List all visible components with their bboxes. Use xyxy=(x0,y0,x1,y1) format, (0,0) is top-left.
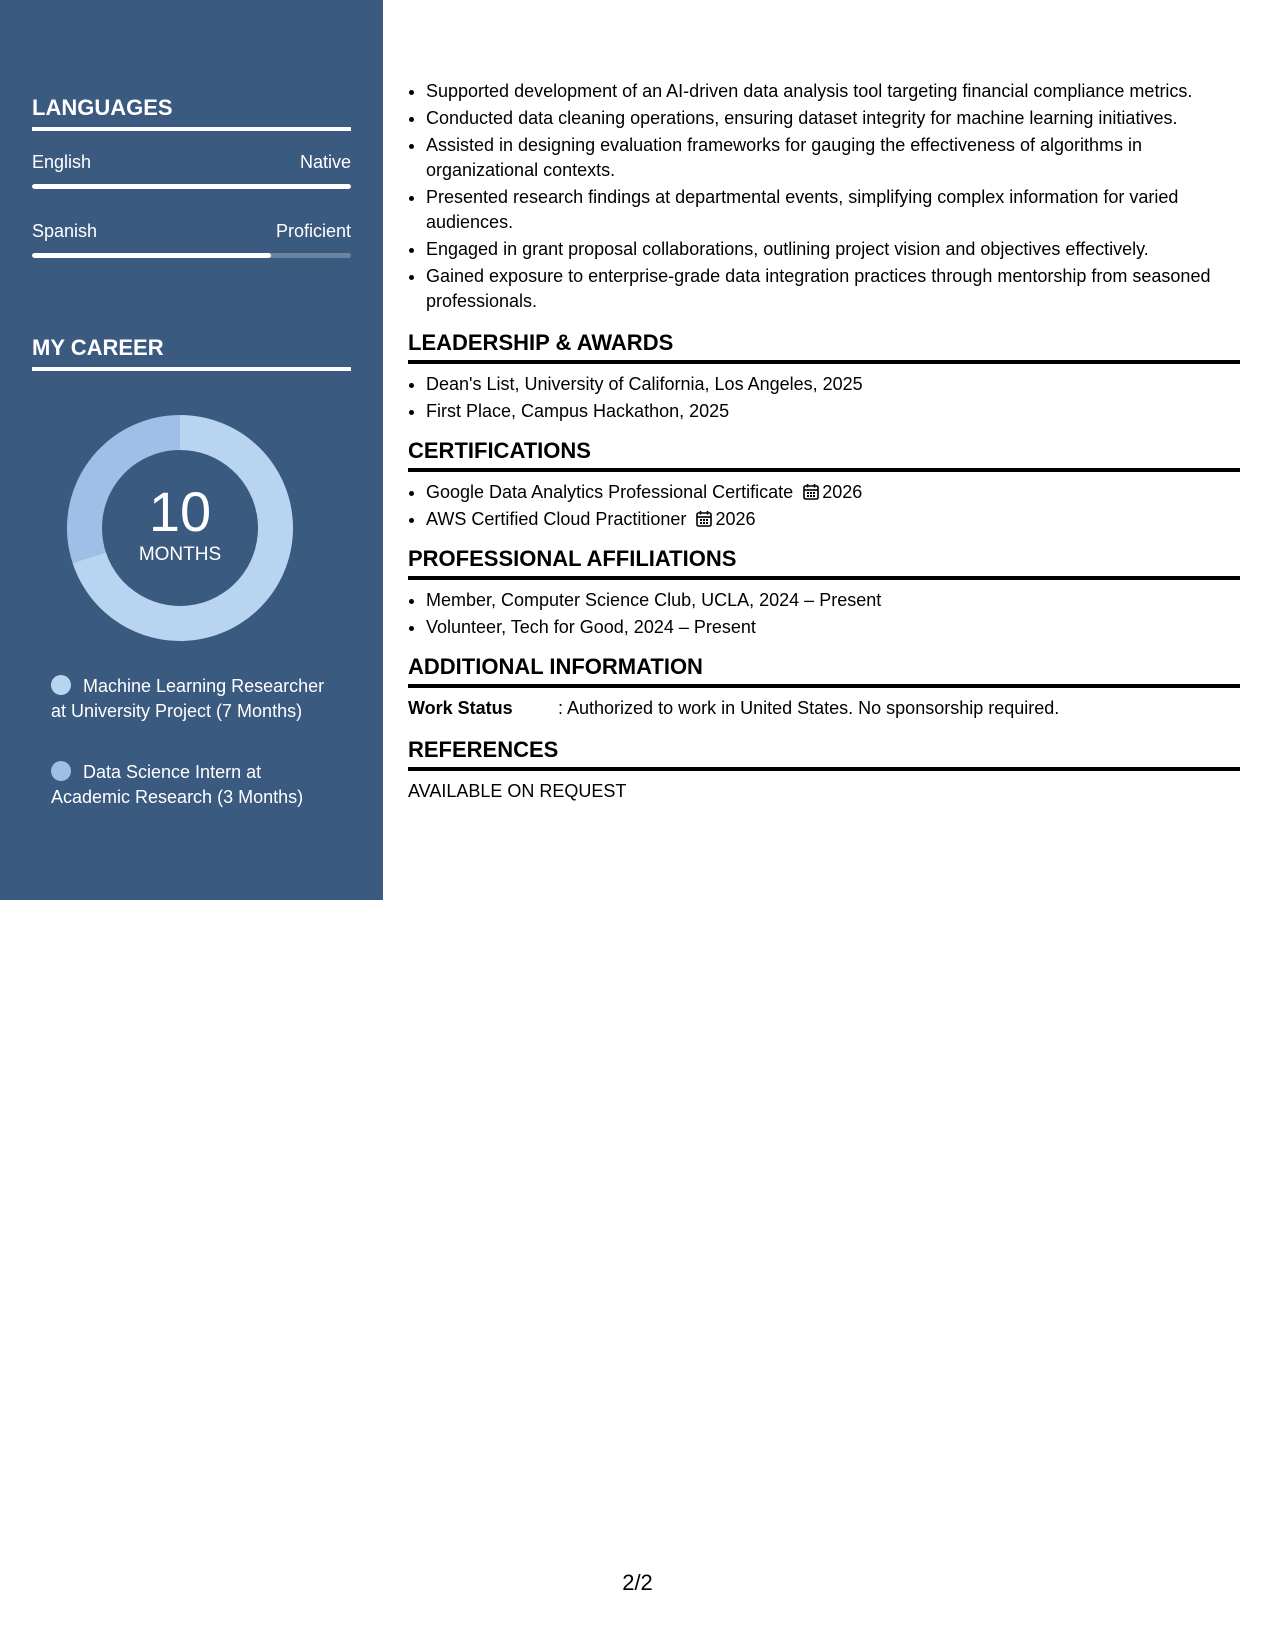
legend-dot-icon xyxy=(51,675,71,695)
language-bar-english xyxy=(32,184,351,189)
list-item: • Dean's List, University of California, Los Angeles, 2025 xyxy=(426,372,1240,397)
references-text: AVAILABLE ON REQUEST xyxy=(408,781,627,801)
career-item-label: Data Science Intern at Academic Research (3 Months) xyxy=(51,762,304,807)
list-item: • Supported development of an AI-driven data analysis tool targeting financial compliance metrics. xyxy=(426,79,1240,104)
language-name: Spanish xyxy=(32,221,98,241)
donut-center xyxy=(67,415,293,641)
list-item: • Conducted data cleaning operations, ensuring dataset integrity for machine learning initiatives. xyxy=(426,106,1240,131)
work-status-row xyxy=(408,696,1240,721)
calendar-icon xyxy=(696,510,712,527)
language-level: Proficient xyxy=(275,221,351,241)
main-content xyxy=(408,0,1240,804)
page-number: 2/2 xyxy=(622,1570,653,1595)
leadership-list xyxy=(408,372,1240,424)
certification-year: 2026 xyxy=(715,509,756,529)
list-item: • Gained exposure to enterprise-grade data integration practices through mentorship from seasoned professionals. xyxy=(426,264,1240,314)
career-total-number: 10 xyxy=(148,480,212,543)
career-donut xyxy=(67,415,293,641)
list-item xyxy=(426,480,1240,505)
language-name: English xyxy=(32,152,92,172)
certification-year: 2026 xyxy=(822,482,863,502)
leadership-title: LEADERSHIP & AWARDS xyxy=(408,330,1240,364)
languages-heading: LANGUAGES xyxy=(32,95,351,131)
language-bar-fill xyxy=(32,253,271,258)
language-row-english xyxy=(32,152,351,173)
language-level: Native xyxy=(299,152,351,172)
work-status-label: Work Status xyxy=(408,698,513,718)
language-bar-fill xyxy=(32,184,351,189)
language-bar-spanish xyxy=(32,253,351,258)
certifications-list xyxy=(408,480,1240,532)
career-legend-item xyxy=(51,674,341,724)
references-title: REFERENCES xyxy=(408,737,1240,771)
list-item xyxy=(426,507,1240,532)
list-item: • Engaged in grant proposal collaborations, outlining project vision and objectives effectively. xyxy=(426,237,1240,262)
list-item: • Volunteer, Tech for Good, 2024 – Present xyxy=(426,615,1240,640)
career-legend-item xyxy=(51,760,341,810)
work-status-value: : Authorized to work in United States. No sponsorship required. xyxy=(558,698,1060,718)
certifications-title: CERTIFICATIONS xyxy=(408,438,1240,472)
affiliations-list xyxy=(408,588,1240,640)
calendar-icon xyxy=(803,483,819,500)
career-heading: MY CAREER xyxy=(32,335,351,371)
list-item: • First Place, Campus Hackathon, 2025 xyxy=(426,399,1240,424)
career-total-unit: MONTHS xyxy=(138,544,222,565)
career-item-label: Machine Learning Researcher at University Project (7 Months) xyxy=(51,676,325,721)
language-row-spanish xyxy=(32,221,351,242)
list-item: • Member, Computer Science Club, UCLA, 2024 – Present xyxy=(426,588,1240,613)
additional-info-title: ADDITIONAL INFORMATION xyxy=(408,654,1240,688)
certification-name: AWS Certified Cloud Practitioner xyxy=(426,509,687,529)
experience-bullets xyxy=(408,79,1240,314)
sidebar xyxy=(0,0,383,900)
certification-name: Google Data Analytics Professional Certificate xyxy=(426,482,794,502)
list-item: • Assisted in designing evaluation frameworks for gauging the effectiveness of algorithms in organizational contexts. xyxy=(426,133,1240,183)
affiliations-title: PROFESSIONAL AFFILIATIONS xyxy=(408,546,1240,580)
list-item: • Presented research findings at departmental events, simplifying complex information for varied audiences. xyxy=(426,185,1240,235)
legend-dot-icon xyxy=(51,761,71,781)
